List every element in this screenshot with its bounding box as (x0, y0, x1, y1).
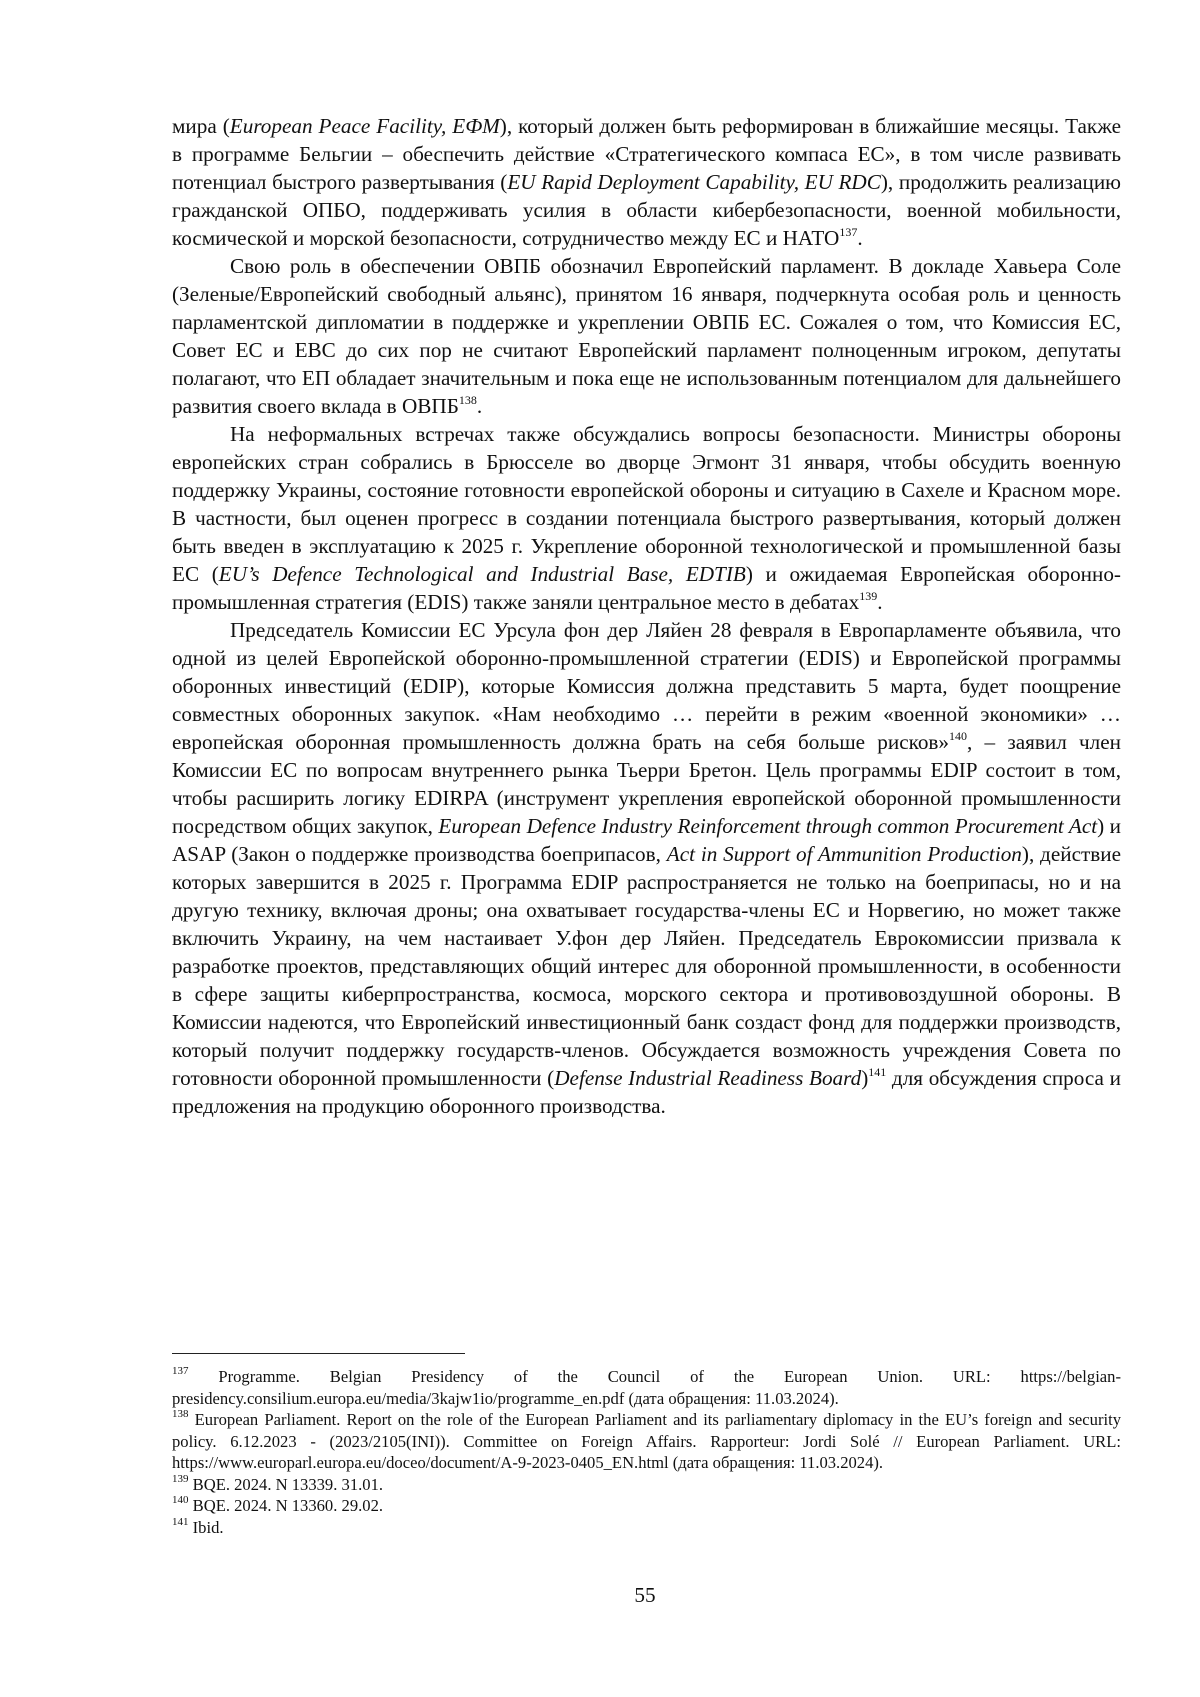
footnote-text: European Parliament. Report on the role of the European Parliament and its parliamentary diplomacy in the EU’s foreign and security policy. 6.12.2023 - (2023/2105(INI)). Committee on Foreign Affairs. Rapporteur: Jordi Solé // European Parliament. URL: https://www.europarl.europa.eu/doceo/document/A-9-2023-0405_EN.html (дата обращения: 11.03.2024). (172, 1410, 1121, 1472)
italic-text: Defense Industrial Readiness Board (554, 1066, 862, 1090)
paragraph (172, 252, 1121, 420)
footnote-text: Ibid. (188, 1517, 224, 1537)
text-run: . (877, 590, 883, 614)
text-run: ), действие которых завершится в 2025 г. Программа EDIP распространяется не только на боеприпасы, но и на другую технику, включая дроны; она охватывает государства-члены ЕС и Норвегию, но может также включить Украину, на чем настаивает У.фон дер Ляйен. Председатель Еврокомиссии призвала к разработке проектов, представляющих общий интерес для оборонной промышленности, в особенности в сфере защиты киберпространства, космоса, морского сектора и противовоздушной обороны. В Комиссии надеются, что Европейский инвестиционный банк создаст фонд для поддержки производств, который получит поддержку государств-членов. Обсуждается возможность учреждения Совета по готовности оборонной промышленности ( (172, 842, 1121, 1090)
text-run: ) (861, 1066, 869, 1090)
italic-text: European Defence Industry Reinforcement through common Procurement Act (438, 814, 1098, 838)
text-run: ), который должен быть реформирован в ближайшие месяцы. Также в программе Бельгии – обеспечить действие «Стратегического компаса ЕС», в том числе развивать потенциал быстрого развертывания ( (172, 114, 1121, 194)
footnote (172, 1474, 1121, 1496)
footnote-divider (172, 1353, 465, 1354)
paragraph (172, 112, 1121, 252)
footnote-ref: 140 (949, 728, 968, 743)
paragraph (172, 420, 1121, 616)
text-run: ) и ожидаемая Европейская оборонно-промышленная стратегия (EDIS) также заняли центральное место в дебатах (172, 562, 1121, 614)
paragraph (172, 616, 1121, 1120)
page-number: 55 (634, 1583, 656, 1607)
footnote (172, 1409, 1121, 1474)
footnote-number: 138 (172, 1408, 189, 1421)
footnote-text: BQE. 2024. N 13339. 31.01. (188, 1474, 384, 1494)
footnote-number: 137 (172, 1365, 189, 1378)
text-run: , – заявил член Комиссии ЕС по вопросам внутреннего рынка Тьерри Бретон. Цель программы EDIP состоит в том, чтобы расширить логику EDIRPA (инструмент укрепления европейской оборонной промышленности посредством общих закупок, (172, 730, 1122, 838)
text-run: ), продолжить реализацию гражданской ОПБО, поддерживать усилия в области кибербезопасности, военной мобильности, космической и морской безопасности, сотрудничество между ЕС и НАТО (172, 170, 1121, 250)
footnote-ref: 139 (859, 588, 878, 603)
text-run: ) и ASAP (Закон о поддержке производства боеприпасов, (172, 814, 1121, 866)
footnote-number: 139 (172, 1472, 189, 1485)
footnote-number: 140 (172, 1494, 189, 1507)
italic-text: Act in Support of Ammunition Production (666, 842, 1022, 866)
footnote-ref: 141 (868, 1064, 887, 1079)
italic-text: EU’s Defence Technological and Industrial Base, EDTIB (218, 562, 746, 586)
italic-text: EU Rapid Deployment Capability, EU RDC (507, 170, 881, 194)
text-run: Свою роль в обеспечении ОВПБ обозначил Европейский парламент. В докладе Хавьера Соле (Зеленые/Европейский свободный альянс), принятом 16 января, подчеркнута особая роль и ценность парламентской дипломатии в поддержке и укреплении ОВПБ ЕС. Сожалея о том, что Комиссия ЕС, Совет ЕС и ЕВС до сих пор не считают Европейский парламент полноценным игроком, депутаты полагают, что ЕП обладает значительным и пока еще не использованным потенциалом для дальнейшего развития своего вклада в ОВПБ (172, 254, 1121, 418)
footnote (172, 1366, 1121, 1409)
footnote-text: Programme. Belgian Presidency of the Council of the European Union. URL: https://belgian-presidency.consilium.europa.eu/media/3kajw1io/programme_en.pdf (дата обращения: 11.03.2024). (172, 1367, 1121, 1408)
footnote-text: BQE. 2024. N 13360. 29.02. (188, 1496, 384, 1515)
footnote-number: 141 (172, 1515, 189, 1528)
text-run: для обсуждения спроса и предложения на продукцию оборонного производства. (172, 1066, 1121, 1118)
italic-text: European Peace Facility, ЕФМ (229, 114, 500, 138)
footnote-ref: 137 (839, 224, 858, 239)
footnotes (172, 1366, 1121, 1538)
footnote-ref: 138 (458, 392, 477, 407)
text-run: . (476, 394, 483, 418)
text-run: . (857, 226, 863, 250)
main-text (172, 112, 1121, 1120)
footnote (172, 1495, 1121, 1517)
text-run: На неформальных встречах также обсуждались вопросы безопасности. Министры обороны европейских стран собрались в Брюсселе во дворце Эгмонт 31 января, чтобы обсудить военную поддержку Украины, состояние готовности европейской обороны и ситуацию в Сахеле и Красном море. В частности, был оценен прогресс в создании потенциала быстрого развертывания, который должен быть введен в эксплуатацию к 2025 г. Укрепление оборонной технологической и промышленной базы ЕС ( (172, 422, 1121, 586)
footnote (172, 1517, 1121, 1539)
text-run: мира ( (172, 114, 230, 138)
text-run: Председатель Комиссии ЕС Урсула фон дер Ляйен 28 февраля в Европарламенте объявила, что одной из целей Европейской оборонно-промышленной стратегии (EDIS) и Европейской программы оборонных инвестиций (EDIP), которые Комиссия должна представить 5 марта, будет поощрение совместных оборонных закупок. «Нам необходимо … перейти в режим «военной экономики» … европейская оборонная промышленность должна брать на себя больше рисков» (172, 618, 1121, 754)
